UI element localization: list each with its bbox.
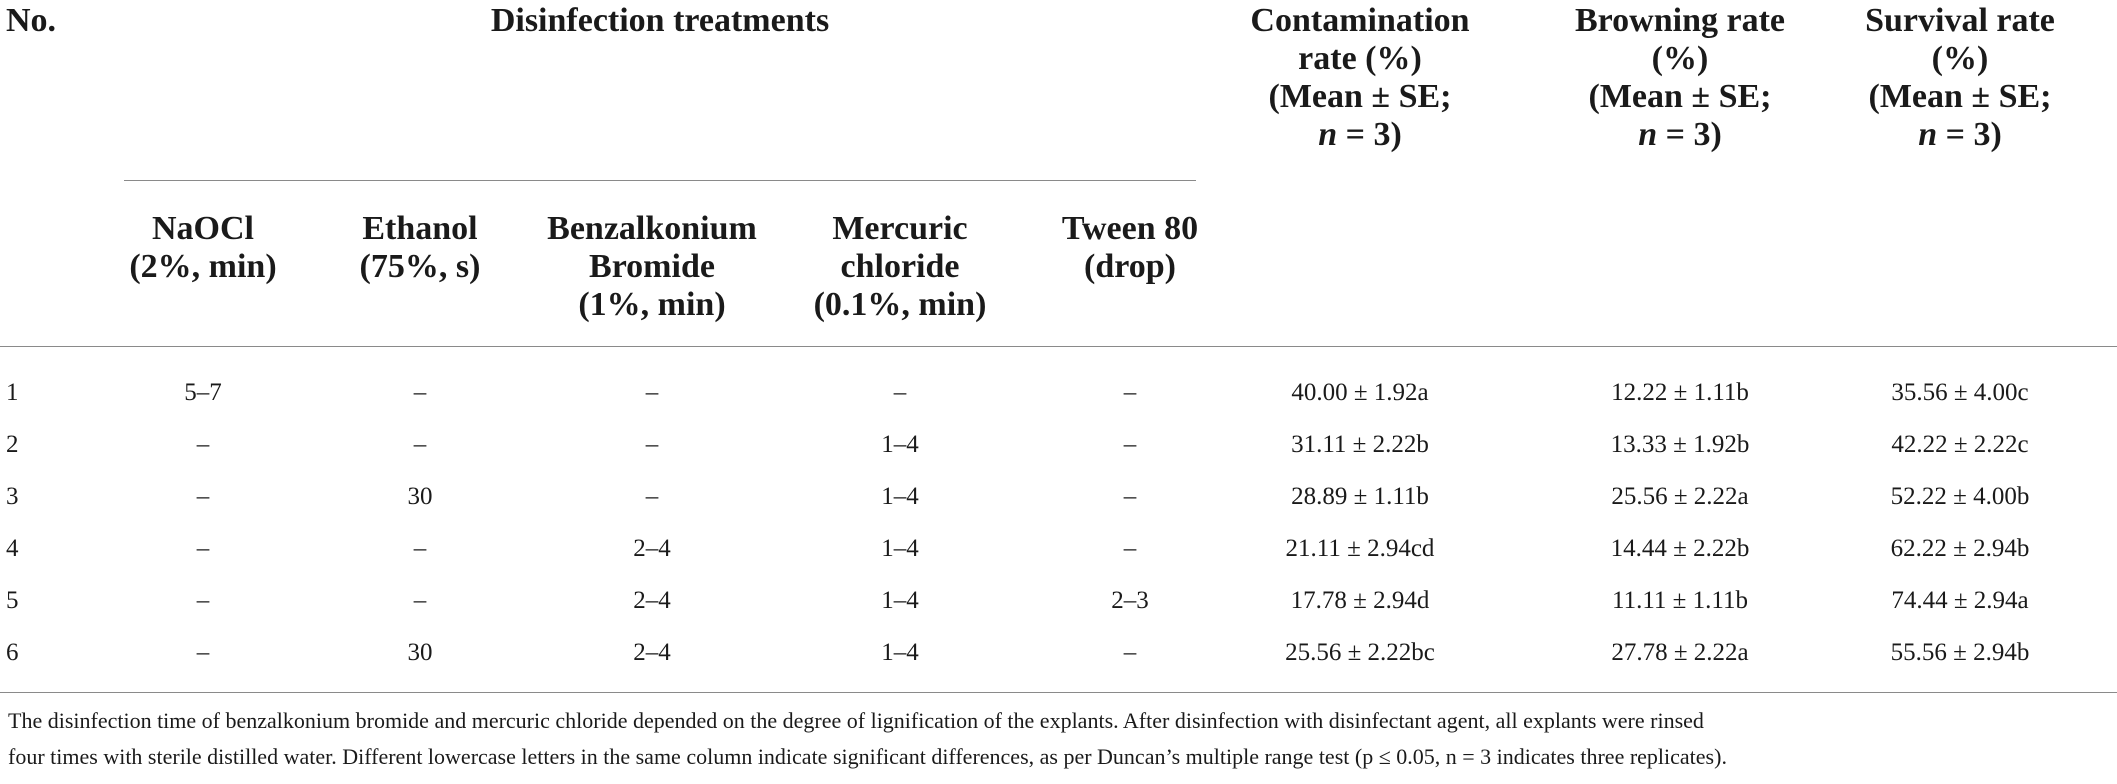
- subheader-mercuric-line3: (0.1%, min): [813, 286, 987, 323]
- header-n-equals: = 3): [1657, 116, 1722, 153]
- cell-browning: 25.56 ± 2.22a: [1611, 483, 1749, 510]
- table-footnote-line2: four times with sterile distilled water. Different lowercase letters in the same column indicate significant differences, as per Duncan’s multiple range test (p ≤ 0.05, n = 3 indicates three replicates).: [8, 744, 1727, 769]
- cell-naocl: –: [196, 483, 210, 510]
- cell-contamination: 40.00 ± 1.92a: [1291, 379, 1429, 406]
- cell-benzalkonium: –: [645, 483, 659, 510]
- header-n-equals: = 3): [1337, 116, 1402, 153]
- header-no-label: No.: [6, 2, 57, 39]
- cell-benzalkonium: 2–4: [633, 535, 671, 562]
- cell-survival: 35.56 ± 4.00c: [1891, 379, 2029, 406]
- header-browning: [1530, 2, 1830, 154]
- header-survival-line2: (%): [1931, 40, 1989, 77]
- cell-survival: 42.22 ± 2.22c: [1891, 431, 2029, 458]
- header-treatments-group: [124, 2, 1196, 40]
- cell-contamination: 28.89 ± 1.11b: [1291, 483, 1429, 510]
- cell-mercuric: 1–4: [881, 639, 919, 666]
- header-browning-line1: Browning rate: [1575, 2, 1785, 39]
- cell-naocl: –: [196, 535, 210, 562]
- cell-contamination: 21.11 ± 2.94cd: [1285, 535, 1435, 562]
- subheader-benzalkonium-line1: Benzalkonium: [547, 210, 757, 247]
- cell-mercuric: 1–4: [881, 483, 919, 510]
- cell-no: 5: [6, 587, 19, 614]
- subheader-ethanol-line2: (75%, s): [359, 248, 481, 285]
- table-bottom-rule: [0, 692, 2117, 693]
- cell-tween: –: [1123, 639, 1137, 666]
- subheader-tween: [1040, 210, 1220, 286]
- header-no: [6, 2, 56, 40]
- subheader-benzalkonium: [532, 210, 772, 324]
- header-contamination-line2: rate (%): [1298, 40, 1422, 77]
- subheader-naocl-line2: (2%, min): [129, 248, 277, 285]
- cell-tween: –: [1123, 431, 1137, 458]
- header-contamination: [1210, 2, 1510, 154]
- header-survival-line3: (Mean ± SE;: [1868, 78, 2052, 115]
- cell-mercuric: 1–4: [881, 431, 919, 458]
- cell-no: 3: [6, 483, 19, 510]
- subheader-mercuric-line2: chloride: [840, 248, 960, 285]
- subheader-naocl-line1: NaOCl: [152, 210, 254, 247]
- cell-mercuric: 1–4: [881, 535, 919, 562]
- cell-survival: 55.56 ± 2.94b: [1890, 639, 2030, 666]
- cell-browning: 12.22 ± 1.11b: [1611, 379, 1749, 406]
- cell-naocl: –: [196, 431, 210, 458]
- cell-benzalkonium: 2–4: [633, 587, 671, 614]
- header-browning-line4: [1530, 116, 1830, 154]
- subheader-ethanol: [335, 210, 505, 286]
- cell-mercuric: 1–4: [881, 587, 919, 614]
- cell-contamination: 31.11 ± 2.22b: [1291, 431, 1429, 458]
- subheader-benzalkonium-line2: Bromide: [589, 248, 715, 285]
- cell-benzalkonium: –: [645, 431, 659, 458]
- cell-no: 2: [6, 431, 19, 458]
- header-n-symbol: n: [1918, 116, 1938, 153]
- cell-ethanol: 30: [407, 639, 433, 666]
- header-contamination-line4: [1210, 116, 1510, 154]
- cell-ethanol: –: [413, 587, 427, 614]
- cell-browning: 14.44 ± 2.22b: [1610, 535, 1750, 562]
- group-divider: [124, 180, 1196, 181]
- cell-tween: –: [1123, 379, 1137, 406]
- cell-survival: 74.44 ± 2.94a: [1891, 587, 2029, 614]
- subheader-mercuric: [795, 210, 1005, 324]
- subheader-ethanol-line1: Ethanol: [362, 210, 478, 247]
- cell-ethanol: –: [413, 379, 427, 406]
- cell-contamination: 25.56 ± 2.22bc: [1285, 639, 1435, 666]
- header-survival-line1: Survival rate: [1865, 2, 2055, 39]
- table-footnote-line1: The disinfection time of benzalkonium bromide and mercuric chloride depended on the degree of lignification of the explants. After disinfection with disinfectant agent, all explants were rinsed: [8, 708, 1704, 733]
- cell-naocl: –: [196, 639, 210, 666]
- cell-benzalkonium: 2–4: [633, 639, 671, 666]
- header-contamination-line3: (Mean ± SE;: [1268, 78, 1452, 115]
- header-survival-line4: [1810, 116, 2110, 154]
- cell-contamination: 17.78 ± 2.94d: [1290, 587, 1430, 614]
- header-n-symbol: n: [1638, 116, 1658, 153]
- header-n-symbol: n: [1318, 116, 1338, 153]
- cell-ethanol: –: [413, 535, 427, 562]
- cell-mercuric: –: [893, 379, 907, 406]
- subheader-naocl: [118, 210, 288, 286]
- header-treatments-label: Disinfection treatments: [490, 2, 830, 39]
- cell-browning: 11.11 ± 1.11b: [1612, 587, 1748, 614]
- cell-naocl: –: [196, 587, 210, 614]
- subheader-benzalkonium-line3: (1%, min): [578, 286, 726, 323]
- header-browning-line3: (Mean ± SE;: [1588, 78, 1772, 115]
- cell-ethanol: 30: [407, 483, 433, 510]
- subheader-tween-line1: Tween 80: [1061, 210, 1199, 247]
- cell-tween: –: [1123, 483, 1137, 510]
- cell-survival: 62.22 ± 2.94b: [1890, 535, 2030, 562]
- cell-ethanol: –: [413, 431, 427, 458]
- cell-no: 6: [6, 639, 19, 666]
- cell-survival: 52.22 ± 4.00b: [1890, 483, 2030, 510]
- header-contamination-line1: Contamination: [1250, 2, 1470, 39]
- header-n-equals: = 3): [1937, 116, 2002, 153]
- header-browning-line2: (%): [1651, 40, 1709, 77]
- cell-tween: 2–3: [1111, 587, 1149, 614]
- subheader-tween-line2: (drop): [1084, 248, 1176, 285]
- cell-no: 4: [6, 535, 19, 562]
- header-divider: [0, 346, 2117, 347]
- subheader-mercuric-line1: Mercuric: [832, 210, 968, 247]
- cell-naocl: 5–7: [184, 379, 222, 406]
- cell-benzalkonium: –: [645, 379, 659, 406]
- header-survival: [1810, 2, 2110, 154]
- cell-browning: 27.78 ± 2.22a: [1611, 639, 1749, 666]
- cell-browning: 13.33 ± 1.92b: [1610, 431, 1750, 458]
- cell-no: 1: [6, 379, 19, 406]
- cell-tween: –: [1123, 535, 1137, 562]
